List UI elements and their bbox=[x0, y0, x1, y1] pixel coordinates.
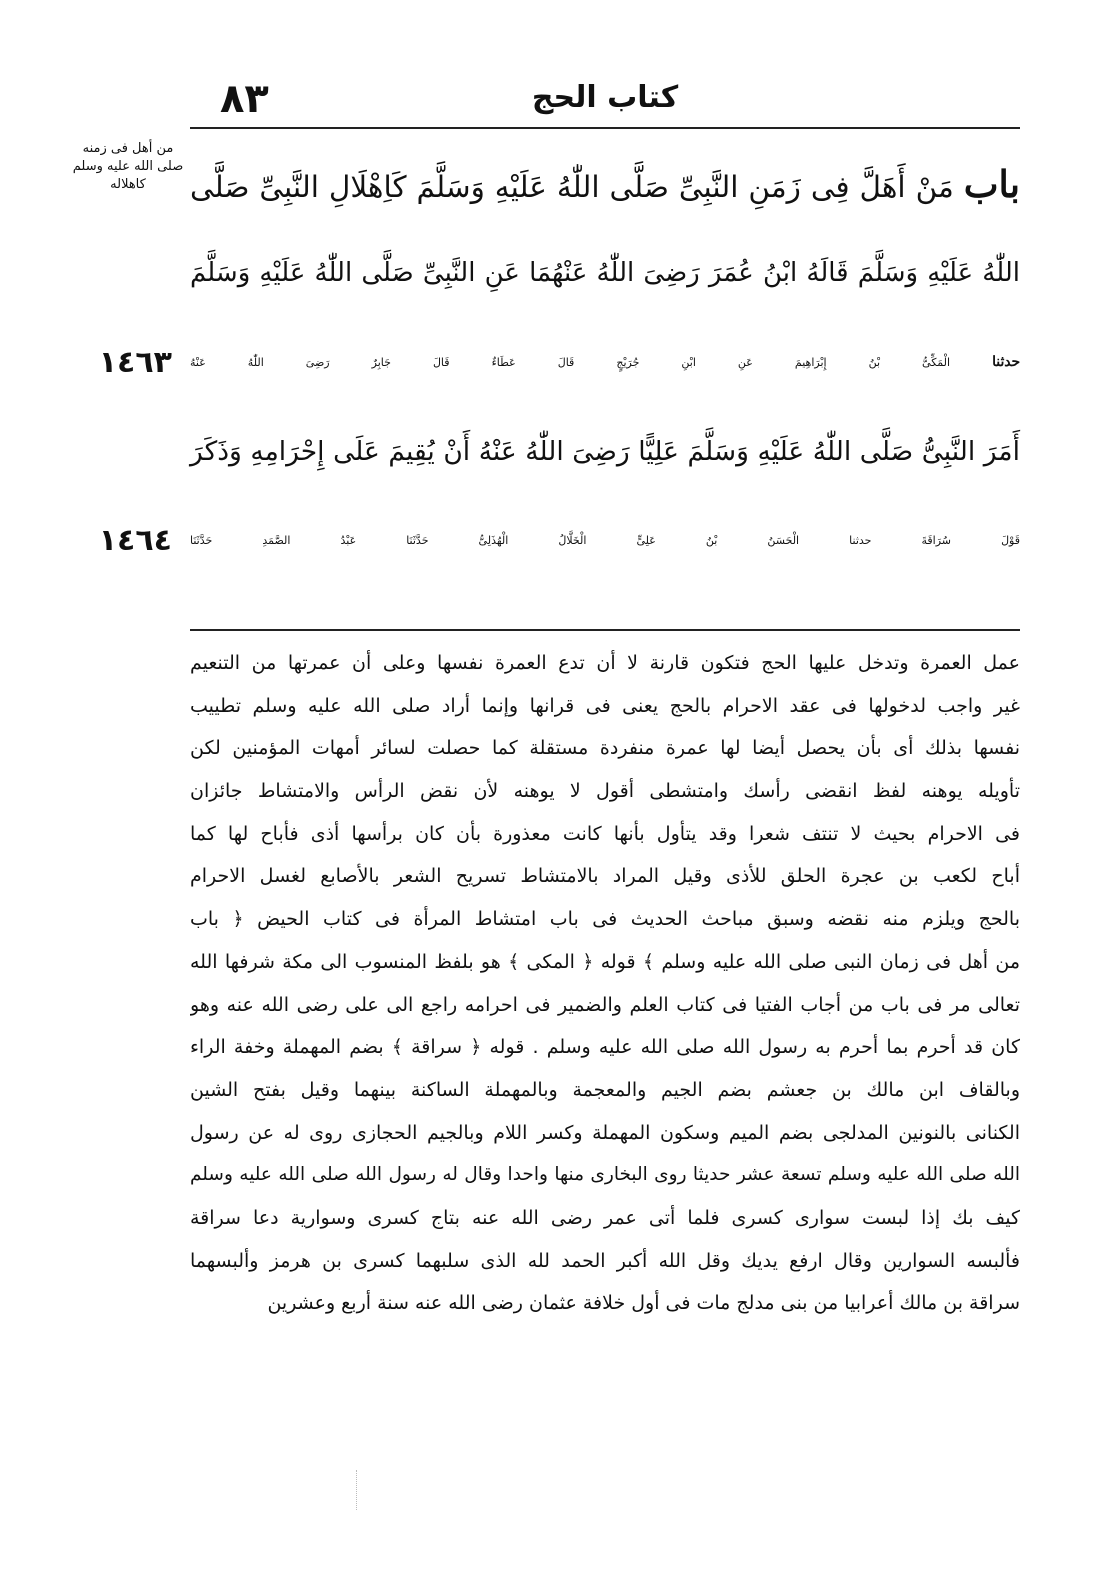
commentary-line: غير واجب لدخولها فى عقد الاحرام بالحج يعنى فى قرانها وإنما أراد صلى الله عليه وسلم تطييب bbox=[190, 694, 1020, 717]
scan-artifact bbox=[356, 1470, 359, 1510]
hadith-line-text: قَوْلَ سُرَاقَةَ حدثنا الْحَسَنُ بْنُ عَلِىٍّ الْخَلَّالُ الْهُذَلِىُّ حَدَّثَنَا عَبْدُ الصَّمَدِ حَدَّثَنَا bbox=[190, 534, 1020, 547]
hadith-number: ١٤٦٤ bbox=[98, 523, 172, 558]
margin-note-line: صلى الله عليه وسلم bbox=[72, 159, 184, 174]
commentary-line: كان قد أحرم بما أحرم به رسول الله صلى الله عليه وسلم . قوله ﴿ سراقة ﴾ بضم المهملة وخفة الراء bbox=[190, 1036, 1020, 1059]
commentary bbox=[190, 642, 1020, 1325]
page-header bbox=[190, 72, 1020, 128]
margin-note-line: كاهلاله bbox=[110, 177, 146, 192]
commentary-line: من أهل فى زمان النبى صلى الله عليه وسلم ﴾ قوله ﴿ المكى ﴾ هو بلفظ المنسوب الى مكة شرفها الله bbox=[190, 950, 1020, 973]
hadith-line-text: اللّٰهُ عَلَيْهِ وَسَلَّمَ قَالَهُ ابْنُ عُمَرَ رَضِىَ اللّٰهُ عَنْهُمَا عَنِ النَّبِىِّ صَلَّى اللّٰهُ عَلَيْهِ وَسَلَّمَ bbox=[190, 258, 1020, 288]
commentary-divider bbox=[190, 629, 1020, 631]
haddathana-word: حدثنا bbox=[992, 354, 1020, 370]
header-divider bbox=[190, 127, 1020, 129]
commentary-line: فألبسه السوارين وقال ارفع يديك وقل الله أكبر الحمد لله الذى سلبهما كسرى بن هرمز وألبسهما bbox=[190, 1249, 1020, 1272]
commentary-line: الكنانى بالنونين المدلجى بضم الميم وسكون المهملة وكسر اللام وبالجيم الحجازى روى له عن رسول bbox=[190, 1121, 1020, 1144]
hadith-line bbox=[190, 229, 1020, 318]
hadith-line bbox=[98, 318, 1020, 407]
margin-note-line: من أهل فى زمنه bbox=[82, 141, 174, 156]
commentary-line: تعالى مر فى باب من أجاب الفتيا فى كتاب العلم والضمير فى احرامه راجع الى على رضى الله عنه وهو bbox=[190, 993, 1020, 1016]
hadith-line-text: مَنْ أَهَلَّ فِى زَمَنِ النَّبِىِّ صَلَّى اللّٰهُ عَلَيْهِ وَسَلَّمَ كَاِهْلَالِ النَّبِىِّ صَلَّى bbox=[190, 170, 954, 204]
hadith-line-text: أَمَرَ النَّبِىُّ صَلَّى اللّٰهُ عَلَيْهِ وَسَلَّمَ عَلِيًّا رَضِىَ اللّٰهُ عَنْهُ أَنْ يُقِيمَ عَلَى إِحْرَامِهِ وَذَكَرَ bbox=[190, 436, 1020, 467]
commentary-line: تأويله يوهنه لفظ انقضى رأسك وامتشطى أقول لا يوهنه لأن نقض الرأس والامتشاط جائزان bbox=[190, 780, 1020, 803]
commentary-line: فى الاحرام بحيث لا تنتف شعرا وقد يتأول بأنها كانت معذورة بأن كان برأسها أذى فأباح لها كما bbox=[190, 822, 1020, 845]
commentary-line: أباح لكعب بن عجرة الحلق للأذى وقيل المراد بالامتشاط تسريح الشعر بالأصابع لغسل الاحرام bbox=[190, 865, 1020, 888]
commentary-line: سراقة بن مالك أعرابيا من بنى مدلج مات فى أول خلافة عثمان رضى الله عنه سنة أربع وعشرين bbox=[267, 1292, 1020, 1315]
book-title: كتاب الحج bbox=[531, 80, 679, 115]
commentary-line: الله صلى الله عليه وسلم تسعة عشر حديثا روى البخارى منها واحدا وقال له رسول الله صلى الله عليه وسلم bbox=[190, 1164, 1020, 1186]
hadith-line bbox=[190, 407, 1020, 496]
hadith-line bbox=[98, 496, 1020, 585]
hadith-number: ١٤٦٣ bbox=[98, 345, 172, 380]
hadith-line bbox=[190, 140, 1020, 229]
commentary-line: عمل العمرة وتدخل عليها الحج فتكون قارنة لا أن تدع العمرة نفسها وعلى أن عمرتها من التنعيم bbox=[190, 652, 1020, 674]
commentary-line: وبالقاف ابن مالك بن جعشم بضم الجيم والمعجمة وبالمهملة الساكنة بينهما وقيل بفتح الشين bbox=[190, 1078, 1020, 1101]
hadith-line-text: الْمَكِّىُّ بْنُ إِبْرَاهِيمَ عَنِ ابْنِ جُرَيْجٍ قَالَ عَطَاءٌ قَالَ جَابِرٌ رَضِىَ اللّٰهُ عَنْهُ bbox=[190, 356, 951, 369]
commentary-line: كيف بك إذا لبست سوارى كسرى فلما أتى عمر رضى الله عنه بتاج كسرى وسوارية دعا سراقة bbox=[190, 1206, 1020, 1229]
page-number: ٨٣ bbox=[220, 76, 269, 122]
commentary-line: نفسها بذلك أى بأن يحصل أيضا لها عمرة منفردة مستقلة كما حصلت لسائر أمهات المؤمنين لكن bbox=[190, 737, 1020, 760]
chapter-heading-word: باب bbox=[963, 162, 1020, 206]
commentary-line: بالحج ويلزم منه نقضه وسبق مباحث الحديث فى باب امتشاط المرأة فى كتاب الحيض ﴿ باب bbox=[190, 908, 1020, 931]
margin-note bbox=[72, 140, 184, 194]
